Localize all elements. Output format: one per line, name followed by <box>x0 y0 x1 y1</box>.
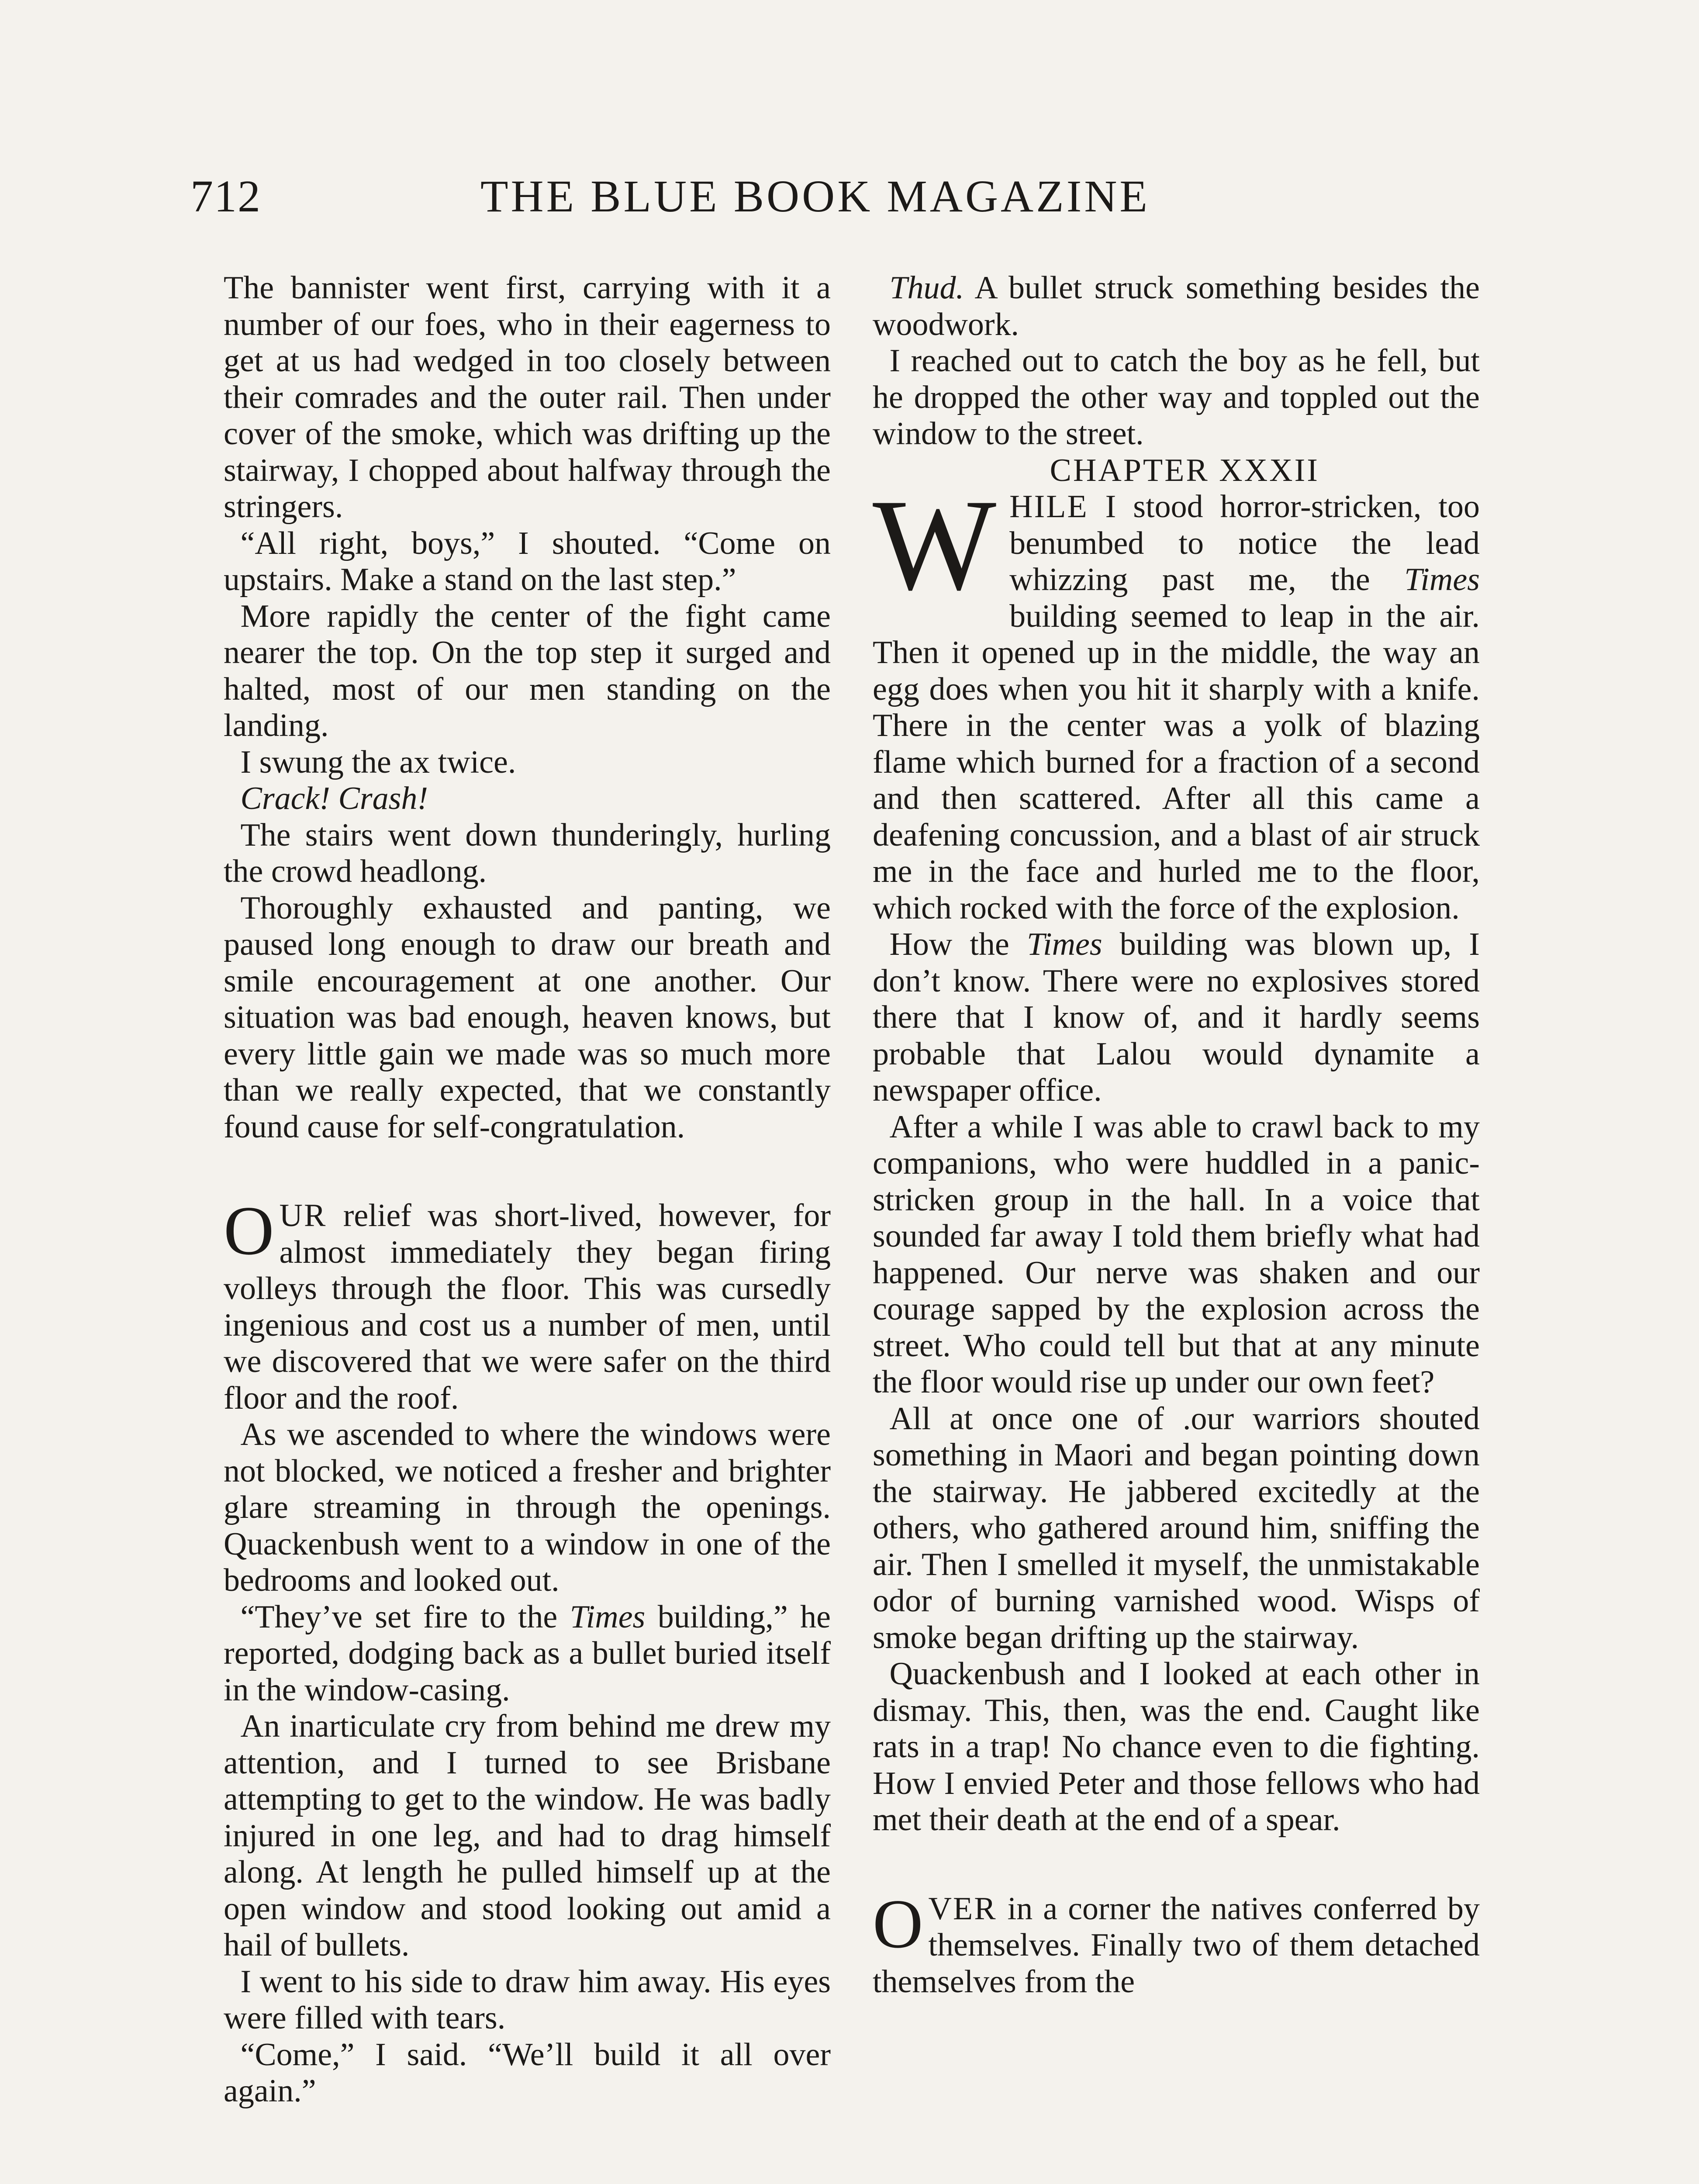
paragraph: I swung the ax twice. <box>240 744 516 780</box>
paragraph: “All right, boys,” I shouted. “Come on upstairs. Make a stand on the last step.” <box>224 525 831 598</box>
italic-text: Times <box>1404 562 1480 598</box>
paragraph-text: relief was short-lived, however, for almost immediately they began firing volleys through the floor. This was cursedly ingenious and cost us a number of men, until we discovered that we were safer on the third floor and the roof. <box>224 1198 831 1416</box>
initial-letter: O <box>873 1884 923 1963</box>
running-title: THE BLUE BOOK MAGAZINE <box>480 171 1150 221</box>
paragraph: Quackenbush and I looked at each other in dismay. This, then, was the end. Caught like rats in a trap! No chance even to die fighting. How I envied Peter and those fellows who had met their death at the end of a spear. <box>873 1656 1480 1838</box>
paragraph: All at once one of .our warriors shouted something in Maori and began pointing down the stairway. He jabbered excitedly at the others, who gathered around him, sniffing the air. Then I smelled it myself, the unmistakable odor of burning varnished wood. Wisps of smoke began drifting up the stairway. <box>873 1400 1480 1655</box>
paragraph: Thoroughly exhausted and panting, we paused long enough to draw our breath and smile encouragement at one another. Our situation was bad enough, heaven knows, but every little gain we made was so much more than we really expected, that we constantly found cause for self-congratulation. <box>224 890 831 1145</box>
paragraph: As we ascended to where the windows were not blocked, we noticed a fresher and brighter glare streaming in through the openings. Quackenbush went to a window in one of the bedrooms and looked out. <box>224 1417 831 1598</box>
paragraph: I went to his side to draw him away. His eyes were filled with tears. <box>224 1963 831 2036</box>
paragraph: I reached out to catch the boy as he fell, but he dropped the other way and toppled out the window to the street. <box>873 343 1480 452</box>
left-column <box>224 270 831 2110</box>
paragraph-text: building was blown up, I don’t know. There were no explosives stored there that I know of, and it hardly seems probable that Lalou would dynamite a newspaper office. <box>873 926 1480 1108</box>
paragraph-text: A bullet struck something besides the woodwork. <box>873 270 1480 342</box>
paragraph: “Come,” I said. “We’ll build it all over again.” <box>224 2036 831 2109</box>
paragraph-text: How the <box>889 926 1027 962</box>
paragraph-text: building,” he reported, dodging back as a bullet buried itself in the window-casing. <box>224 1599 831 1708</box>
paragraph: More rapidly the center of the fight came nearer the top. On the top step it surged and halted, most of our men standing on the landing. <box>224 598 831 743</box>
paragraph: The stairs went down thunderingly, hurling the crowd headlong. <box>224 817 831 889</box>
small-caps-text: HILE <box>1009 489 1088 525</box>
paragraph: After a while I was able to crawl back to my companions, who were huddled in a panic-stricken group in the hall. In a voice that sounded far away I told them briefly what had happened. Our nerve was shaken and our courage sapped by the explosion across the street. Who could tell but that at any minute the floor would rise up under our own feet? <box>873 1109 1480 1400</box>
page-number: 712 <box>190 171 261 221</box>
italic-text: Crack! Crash! <box>240 781 428 816</box>
chapter-opening-paragraph <box>873 472 1480 926</box>
paragraph-text: in a corner the natives conferred by themselves. Finally two of them detached themselves from the <box>873 1890 1480 2000</box>
italic-text: Times <box>1026 926 1102 962</box>
drop-cap: W <box>873 472 997 617</box>
italic-text: Thud. <box>889 270 964 306</box>
section-opening-paragraph <box>873 1884 1480 2001</box>
paragraph <box>224 1599 831 1709</box>
paragraph-text: building seemed to leap in the air. Then it opened up in the middle, the way an egg does when you hit it sharply with a knife. There in the center was a yolk of blazing flame which burned for a fraction of a second and then scattered. After all this came a deafening concussion, and a blast of air struck me in the face and hurled me to the floor, which rocked with the force of the explosion. <box>873 598 1480 926</box>
paragraph: The bannister went first, carrying with it a number of our foes, who in their eagerness to get at us had wedged in too closely between their comrades and the outer rail. Then under cover of the smoke, which was drifting up the stairway, I chopped about halfway through the stringers. <box>224 270 831 525</box>
initial-letter: O <box>224 1192 274 1269</box>
small-caps-text: VER <box>928 1890 997 1927</box>
chapter-heading: CHAPTER XXXII <box>1050 452 1319 488</box>
paragraph <box>873 270 1480 343</box>
small-caps-text: UR <box>279 1198 327 1234</box>
paragraph-text: I stood horror-stricken, too benumbed to notice the lead whizzing past me, the <box>1009 489 1480 598</box>
right-column <box>873 270 1480 2000</box>
paragraph-text: “They’ve set fire to the <box>240 1599 570 1635</box>
section-opening-paragraph <box>224 1192 831 1417</box>
italic-text: Times <box>570 1599 646 1635</box>
paragraph: An inarticulate cry from behind me drew my attention, and I turned to see Brisbane attempting to get to the window. He was badly injured in one leg, and had to drag himself along. At length he pulled himself up at the open window and stood looking out amid a hail of bullets. <box>224 1708 831 1963</box>
paragraph <box>873 926 1480 1109</box>
paragraph <box>224 781 831 817</box>
